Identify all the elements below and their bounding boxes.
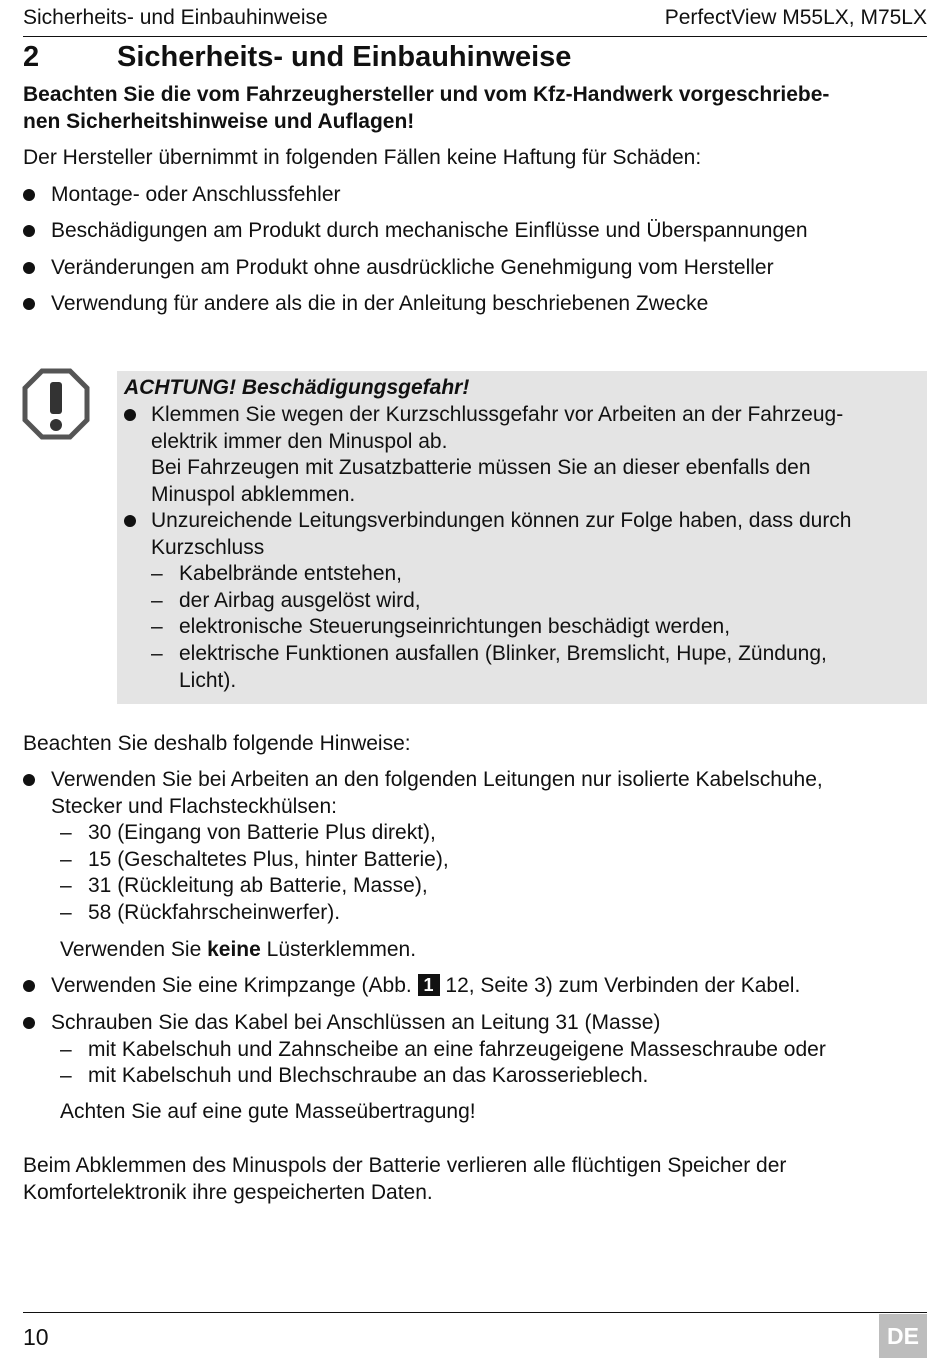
- list-item: Verwenden Sie bei Arbeiten an den folgenden Leitungen nur isolierte Kabelschuhe, Stecker und Flachsteckhülsen:: [23, 767, 823, 820]
- list-item: Beschädigungen am Produkt durch mechanische Einflüsse und Überspannungen: [23, 218, 808, 245]
- dash-item: – elektronische Steuerungseinrichtungen beschädigt werden,: [151, 615, 731, 638]
- section-number: 2: [23, 41, 40, 73]
- warning-item: Unzureichende Leitungsverbindungen können zur Folge haben, dass durch Kurzschluss: [124, 508, 852, 561]
- notes-intro: Beachten Sie deshalb folgende Hinweise:: [23, 732, 411, 755]
- list-item: Veränderungen am Produkt ohne ausdrückliche Genehmigung vom Hersteller: [23, 255, 774, 282]
- intro-bold-line: Beachten Sie die vom Fahrzeughersteller und vom Kfz-Handwerk vorgeschriebe-: [23, 83, 830, 106]
- dash-item: – Kabelbrände entstehen,: [151, 562, 403, 585]
- bullet-icon: [124, 515, 136, 527]
- dash-item: – 30 (Eingang von Batterie Plus direkt),: [60, 821, 436, 844]
- list-item: Montage- oder Anschlussfehler: [23, 182, 341, 209]
- dash-item: – mit Kabelschuh und Zahnscheibe an eine fahrzeugeigene Masseschraube oder: [60, 1038, 826, 1061]
- running-header-right: PerfectView M55LX, M75LX: [664, 6, 927, 29]
- bullet-icon: [23, 262, 35, 274]
- warning-title: ACHTUNG! Beschädigungsgefahr!: [124, 376, 470, 399]
- dash-item: – 15 (Geschaltetes Plus, hinter Batterie),: [60, 848, 449, 871]
- intro-bold-paragraph: [23, 82, 923, 135]
- dash-item: – elektrische Funktionen ausfallen (Blinker, Bremslicht, Hupe, Zündung, Licht).: [151, 642, 827, 692]
- section-title-text: Sicherheits- und Einbauhinweise: [117, 41, 572, 73]
- bullet-icon: [23, 189, 35, 201]
- dash-item: – der Airbag ausgelöst wird,: [151, 589, 421, 612]
- bullet-icon: [23, 1017, 35, 1029]
- note-text: Verwenden Sie keine Lüsterklemmen.: [60, 938, 417, 961]
- list-item: Verwendung für andere als die in der Anleitung beschriebenen Zwecke: [23, 291, 708, 318]
- language-badge: DE: [879, 1314, 927, 1358]
- warning-item: Klemmen Sie wegen der Kurzschlussgefahr vor Arbeiten an der Fahrzeug- elektrik immer den Minuspol ab. Bei Fahrzeugen mit Zusatzbatterie müssen Sie an dieser ebenfalls den Minuspol abklemmen.: [124, 402, 843, 508]
- bullet-icon: [23, 225, 35, 237]
- intro-bold-line: nen Sicherheitshinweise und Auflagen!: [23, 109, 415, 133]
- running-header-left: Sicherheits- und Einbauhinweise: [23, 6, 328, 29]
- bullet-icon: [23, 980, 35, 992]
- list-item: Verwenden Sie eine Krimpzange (Abb. 1 12, Seite 3) zum Verbinden der Kabel.: [23, 973, 800, 1000]
- page-number: 10: [23, 1324, 49, 1350]
- list-item: Schrauben Sie das Kabel bei Anschlüssen an Leitung 31 (Masse): [23, 1010, 660, 1037]
- section-title: [23, 41, 571, 74]
- liability-text: Der Hersteller übernimmt in folgenden Fällen keine Haftung für Schäden:: [23, 146, 702, 169]
- exclamation-octagon-icon: [22, 368, 90, 440]
- note-text: Achten Sie auf eine gute Masseübertragung!: [60, 1100, 476, 1123]
- dash-item: – mit Kabelschuh und Blechschraube an das Karosserieblech.: [60, 1064, 649, 1087]
- dash-item: – 58 (Rückfahrscheinwerfer).: [60, 901, 341, 924]
- bullet-icon: [124, 409, 136, 421]
- bullet-icon: [23, 298, 35, 310]
- dash-item: – 31 (Rückleitung ab Batterie, Masse),: [60, 874, 428, 897]
- closing-paragraph: Beim Abklemmen des Minuspols der Batterie verlieren alle flüchtigen Speicher der Komfortelektronik ihre gespeicherten Daten.: [23, 1154, 787, 1204]
- footer-rule: [23, 1312, 927, 1313]
- header-rule: [23, 36, 927, 37]
- figure-number-badge: 1: [418, 974, 440, 996]
- bullet-icon: [23, 774, 35, 786]
